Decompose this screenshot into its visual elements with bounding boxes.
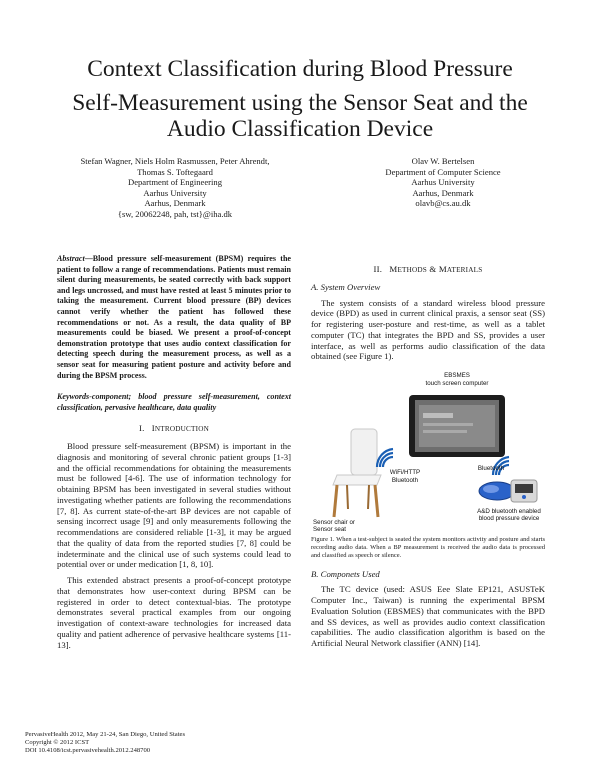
footer-copyright: Copyright © 2012 ICST: [25, 739, 90, 747]
section-title-rest: ETHODS: [397, 266, 428, 274]
figure-1-caption: Figure 1. When a test-subject is seated the system monitors activity and posture and starts recording audio data. When a BP measurement is received the audio data is processed and classified as speech or silence.: [311, 536, 545, 560]
blood-pressure-device-image: [479, 480, 537, 502]
section-heading-methods: [311, 264, 545, 276]
section-number: II.: [373, 264, 383, 274]
label-bluetooth-left: Bluetooth: [391, 477, 419, 484]
section-number: I.: [139, 423, 145, 434]
abstract: [57, 254, 291, 381]
system-overview-paragraph: The system consists of a standard wireless blood pressure device (BPD) as used in current clinical praxis, a sensor seat (SS) for registering user-posture and rest-time, as well as a tablet computer (TC) that integrates the BPD and SS, provides a user interface, as well as performs audio classification of the data obtained (see Figure 1).: [311, 297, 545, 362]
author-email: {sw, 20062248, pah, tst}@iha.dk: [117, 208, 233, 219]
authors-right-block: [318, 156, 568, 209]
figure-1: [311, 367, 545, 532]
label-ad-device-1: A&D bluetooth enabled: [477, 508, 541, 515]
section-heading-introduction: [57, 423, 291, 435]
label-bluetooth-right: Bluetooth: [477, 465, 505, 472]
author-names: Stefan Wagner, Niels Holm Rasmussen, Peter Ahrendt,: [80, 156, 270, 166]
abstract-lead: Abstract: [57, 254, 85, 263]
paper-title-line-2: Self-Measurement using the Sensor Seat and the: [72, 90, 528, 116]
section-title-rest: ATERIALS: [446, 266, 483, 274]
keywords: Keywords-component; blood pressure self-measurement, context classification, pervasive healthcare, data quality: [57, 392, 291, 412]
author-email: olavb@cs.au.dk: [415, 198, 471, 209]
paper-title-line-3: Audio Classification Device: [166, 116, 434, 142]
section-title-rest: NTRODUCTION: [154, 425, 209, 434]
author-department: Department of Engineering: [127, 177, 223, 188]
section-title-initial: M: [389, 264, 398, 274]
label-touch-screen-computer: touch screen computer: [425, 380, 489, 387]
sensor-chair-image: [333, 429, 381, 517]
author-names-cont: Thomas S. Toftegaard: [137, 166, 213, 177]
label-sensor-chair: Sensor chair or: [313, 519, 355, 526]
label-ebsmes: EBSMES: [444, 372, 470, 379]
author-location: Aarhus, Denmark: [412, 187, 474, 198]
section-title-initial: I: [151, 423, 155, 434]
left-column: [57, 254, 291, 655]
label-ad-device-2: blood pressure device: [478, 515, 540, 522]
section-title-amp: &: [429, 264, 437, 274]
intro-paragraph-1: Blood pressure self-measurement (BPSM) is important in the diagnosis and monitoring of several chronic patient groups [1-3] and the official recommendations for obtaining the measurements must be followed [4-6]. The use of information technology for obtaining BPSM has been investigated in several studies without investigating whether patients are following the recommendations [7, 8]. As current state-of-the-art BP devices are not capable of sensing incorrect usage [9] and only measurements following the recommendations are considered reliable [1-3], it may be argued that the quality of data from the reported studies [7, 8] could be indeterminate and the clinical use of such systems could lead to potential over or under medication [1, 8, 10].: [57, 441, 291, 570]
intro-paragraph-2: This extended abstract presents a proof-of-concept prototype that demonstrates how user-context during BPSM can be registered in order to detect contextual-bias. The prototype demonstrates several practical examples from our ongoing investigation of context-aware technologies for increased data quality and patient adherence of pervasive healthcare systems [11-13].: [57, 575, 291, 650]
abstract-text: —Blood pressure self-measurement (BPSM) requires the patient to follow a range of recommendations. Patients must remain silent during measurements, be seated correctly with back support and legs uncrossed, and must have rested at least 5 minutes prior to taking the measurement. Current blood pressure (BP) devices cannot verify whether the patient has followed these recommendations or not. As a result, the data quality of BP measurements could be biased. We present a proof-of-concept demonstration prototype that uses audio context classification for detecting speech during the measurement process, as well as a sensor seat for measuring patient posture and activity before and during the BPSM process.: [57, 254, 291, 380]
authors-left-block: [40, 156, 310, 220]
author-university: Aarhus University: [143, 187, 207, 198]
author-university: Aarhus University: [411, 177, 475, 188]
label-wifi-http: WiFi/HTTP: [389, 469, 421, 476]
subsection-system-overview: A. System Overview: [311, 281, 381, 292]
components-paragraph: The TC device (used: ASUS Eee Slate EP121, ASUSTeK Computer Inc., Taiwan) is running the experimental BPSM Evaluation Solution (EBSMES) that communicates with the BPD and SS devices, as well as provides audio context classification capabilities. The audio classification algorithm is based on the Artificial Neural Network classifier (ANN) [14].: [311, 584, 545, 649]
footer-conference: PervasiveHealth 2012, May 21-24, San Diego, United States: [25, 731, 186, 738]
subsection-components-used: B. Componets Used: [311, 568, 380, 579]
author-names: Olav W. Bertelsen: [411, 156, 475, 166]
page-footer: [25, 731, 185, 756]
author-location: Aarhus, Denmark: [144, 198, 206, 209]
section-title-initial: M: [438, 264, 447, 274]
wifi-icon: [377, 449, 393, 467]
paper-title-line-1: Context Classification during Blood Pressure: [87, 56, 513, 82]
author-department: Department of Computer Science: [385, 166, 501, 177]
tablet-computer-image: [409, 395, 505, 457]
footer-doi: DOI 10.4108/icst.pervasivehealth.2012.248700: [25, 747, 151, 755]
label-sensor-seat: Sensor seat: [313, 526, 347, 533]
right-column: [311, 254, 545, 654]
